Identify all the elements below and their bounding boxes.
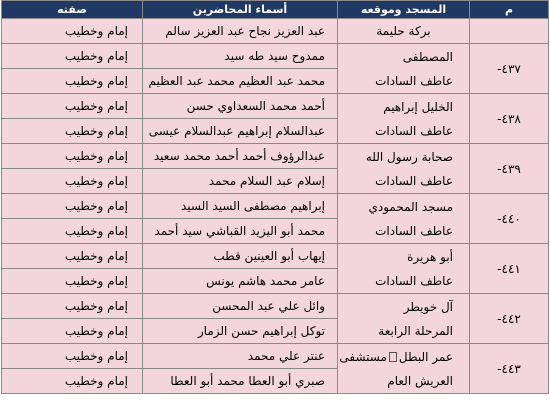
mosque-name: أبو هريرة [407, 249, 453, 264]
mosque-location: عاطف السادات [375, 173, 453, 188]
lecturer-name: إبراهيم مصطفى السيد السيد [143, 194, 338, 219]
mosque-name: آل خويطر [403, 299, 453, 314]
lecturer-role: إمام وخطيب [2, 194, 143, 219]
mosque-name: مسجد المحمودي [368, 199, 453, 214]
lecturers-table [1, 0, 549, 394]
mosque-name-part: مستشفى [339, 349, 387, 364]
table-row [2, 144, 549, 169]
header-mosque: المسجد وموقعه [338, 1, 470, 19]
placeholder-box-icon [389, 352, 397, 362]
table-row [2, 194, 549, 219]
mosque-cell: بركة حليمة [338, 19, 470, 44]
lecturer-name: عبدالسلام إبراهيم عبدالسلام عيسى [143, 119, 338, 144]
lecturer-role: إمام وخطيب [2, 319, 143, 344]
table-row [2, 44, 549, 69]
lecturer-role: إمام وخطيب [2, 244, 143, 269]
row-number: -٤٣٩ [470, 144, 549, 194]
lecturer-name: وائل علي عبد المحسن [143, 294, 338, 319]
lecturer-role: إمام وخطيب [2, 344, 143, 369]
mosque-location: عاطف السادات [375, 73, 453, 88]
row-number: -٤٤٠ [470, 194, 549, 244]
lecturer-role: إمام وخطيب [2, 294, 143, 319]
lecturer-role: إمام وخطيب [2, 94, 143, 119]
mosque-location: عاطف السادات [375, 123, 453, 138]
table-row [2, 294, 549, 319]
lecturer-role: إمام وخطيب [2, 219, 143, 244]
lecturer-name: إسلام عبد السلام محمد [143, 169, 338, 194]
lecturer-name: محمد أبو اليزيد القباشي سيد أحمد [143, 219, 338, 244]
mosque-cell [338, 144, 470, 194]
lecturer-name: توكل إبراهيم حسن الزمار [143, 319, 338, 344]
lecturer-role: إمام وخطيب [2, 69, 143, 94]
lecturer-role: إمام وخطيب [2, 19, 143, 44]
mosque-cell [338, 44, 470, 94]
lecturer-name: صبري أبو العطا محمد أبو العطا [143, 369, 338, 394]
mosque-name: الخليل إبراهيم [383, 99, 453, 114]
lecturer-name: عبد العزيز نجاح عبد العزيز سالم [143, 19, 338, 44]
mosque-name: المصطفى [402, 49, 453, 64]
lecturer-role: إمام وخطيب [2, 369, 143, 394]
lecturer-name: عبدالرؤوف أحمد أحمد محمد سعيد [143, 144, 338, 169]
row-number: -٤٤٢ [470, 294, 549, 344]
lecturer-name: عنتر علي محمد [143, 344, 338, 369]
lecturer-role: إمام وخطيب [2, 119, 143, 144]
table-row [2, 244, 549, 269]
mosque-cell [338, 94, 470, 144]
row-number: -٤٤١ [470, 244, 549, 294]
lecturer-role: إمام وخطيب [2, 269, 143, 294]
row-number [470, 19, 549, 44]
mosque-location: عاطف السادات [375, 273, 453, 288]
lecturer-name: عامر محمد هاشم يونس [143, 269, 338, 294]
lecturer-name: ممدوح سيد طه سيد [143, 44, 338, 69]
lecturer-name: إيهاب أبو العينين قطب [143, 244, 338, 269]
mosque-name: صحابة رسول الله [365, 149, 453, 164]
lecturer-name: محمد عبد العظيم محمد عبد العظيم [143, 69, 338, 94]
header-row [2, 1, 549, 19]
mosque-cell [338, 344, 470, 394]
lecturer-role: إمام وخطيب [2, 144, 143, 169]
header-names: أسماء المحاضرين [143, 1, 338, 19]
table-row [2, 344, 549, 369]
mosque-name [339, 345, 463, 369]
header-role: صفته [2, 1, 143, 19]
table-row [2, 19, 549, 44]
table-row [2, 94, 549, 119]
mosque-location: المرحلة الرابعة [378, 323, 453, 338]
lecturer-role: إمام وخطيب [2, 44, 143, 69]
row-number: -٤٣٧ [470, 44, 549, 94]
mosque-cell [338, 194, 470, 244]
header-num: م [470, 1, 549, 19]
mosque-location: العريش العام [387, 373, 453, 388]
row-number: -٤٣٨ [470, 94, 549, 144]
mosque-cell [338, 244, 470, 294]
mosque-location: عاطف السادات [375, 223, 453, 238]
row-number: -٤٤٣ [470, 344, 549, 394]
mosque-cell [338, 294, 470, 344]
lecturer-name: أحمد محمد السعداوي حسن [143, 94, 338, 119]
lecturer-role: إمام وخطيب [2, 169, 143, 194]
mosque-name-part: عمر البطل [398, 349, 453, 364]
